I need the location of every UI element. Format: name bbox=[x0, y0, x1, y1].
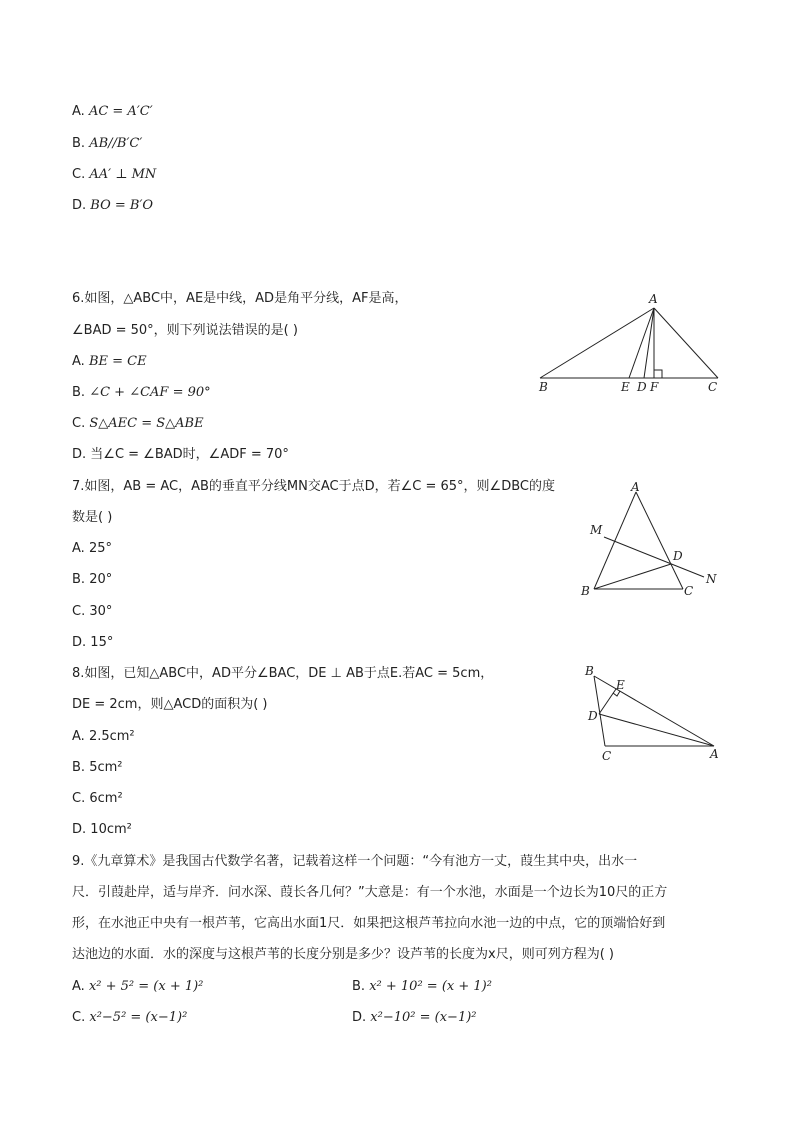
label-M: M bbox=[590, 523, 603, 537]
q6-triangle-figure bbox=[530, 288, 730, 396]
option-text: 当∠C = ∠BAD时，∠ADF = 70° bbox=[90, 447, 289, 462]
q7-option-b bbox=[72, 572, 112, 588]
option-text: 5cm² bbox=[89, 760, 123, 775]
option-letter: A. bbox=[72, 541, 85, 556]
q9-stem-line1: 9.《九章算术》是我国古代数学名著，记载着这样一个问题：“今有池方一丈，葭生其中央，出水一 bbox=[72, 854, 638, 869]
option-letter: B. bbox=[72, 760, 86, 775]
q8-stem-line2: DE = 2cm，则△ACD的面积为( ) bbox=[72, 697, 268, 712]
q6-option-b bbox=[72, 385, 211, 401]
option-letter: B. bbox=[352, 979, 366, 994]
option-letter: D. bbox=[72, 447, 87, 462]
option-letter: A. bbox=[72, 354, 85, 369]
label-E: E bbox=[616, 678, 625, 692]
label-B: B bbox=[585, 664, 594, 678]
q8-option-b bbox=[72, 760, 123, 776]
label-A: A bbox=[649, 292, 658, 306]
option-text: x²−5² = (x−1)² bbox=[89, 1010, 188, 1025]
option-text: 2.5cm² bbox=[88, 729, 135, 744]
q9-stem-line4: 达池边的水面．水的深度与这根芦苇的长度分别是多少？设芦苇的长度为x尺，则可列方程为( ) bbox=[72, 947, 614, 962]
option-text: 25° bbox=[88, 541, 112, 556]
label-E: E bbox=[621, 380, 630, 394]
option-letter: B. bbox=[72, 136, 86, 151]
q8-stem-line1: 8.如图，已知△ABC中，AD平分∠BAC，DE ⊥ AB于点E.若AC = 5cm， bbox=[72, 666, 494, 681]
label-F: F bbox=[650, 380, 659, 394]
option-letter: C. bbox=[72, 1010, 86, 1025]
option-text: 20° bbox=[89, 572, 113, 587]
option-text: x²−10² = (x−1)² bbox=[370, 1010, 477, 1025]
q9-stem-line2: 尺．引葭赴岸，适与岸齐．问水深、葭长各几何？”大意是：有一个水池，水面是一个边长为10尺的正方 bbox=[72, 885, 668, 900]
option-letter: C. bbox=[72, 604, 86, 619]
option-letter: C. bbox=[72, 167, 86, 182]
label-C: C bbox=[708, 380, 718, 394]
q9-option-d bbox=[352, 1010, 477, 1026]
label-D: D bbox=[637, 380, 647, 394]
option-letter: D. bbox=[72, 635, 87, 650]
q8-triangle-figure bbox=[580, 662, 730, 766]
label-N: N bbox=[706, 572, 717, 586]
option-letter: C. bbox=[72, 791, 86, 806]
q7-triangle-figure bbox=[576, 478, 726, 600]
q5-option-a bbox=[72, 104, 153, 120]
option-text: x² + 10² = (x + 1)² bbox=[369, 979, 492, 994]
option-letter: B. bbox=[72, 385, 86, 400]
option-text: AA′ ⊥ MN bbox=[89, 167, 157, 182]
option-letter: A. bbox=[72, 104, 85, 119]
q5-option-c bbox=[72, 167, 156, 183]
option-letter: D. bbox=[72, 198, 87, 213]
label-D: D bbox=[673, 549, 683, 563]
q9-option-a bbox=[72, 979, 203, 995]
q6-option-d bbox=[72, 447, 289, 463]
option-text: BE = CE bbox=[88, 354, 147, 369]
option-letter: D. bbox=[352, 1010, 367, 1025]
option-letter: A. bbox=[72, 729, 85, 744]
option-text: BO = B′O bbox=[90, 198, 154, 213]
option-text: S△AEC = S△ABE bbox=[89, 416, 204, 431]
option-text: 10cm² bbox=[90, 822, 132, 837]
option-text: x² + 5² = (x + 1)² bbox=[88, 979, 204, 994]
label-D: D bbox=[588, 709, 598, 723]
q8-option-c bbox=[72, 791, 123, 807]
label-C: C bbox=[684, 584, 694, 598]
q8-option-a bbox=[72, 729, 135, 745]
q9-option-c bbox=[72, 1010, 187, 1026]
label-B: B bbox=[539, 380, 548, 394]
q7-stem-line2: 数是( ) bbox=[72, 510, 113, 525]
option-text: AC = A′C′ bbox=[88, 104, 153, 119]
q6-stem-line2: ∠BAD = 50°，则下列说法错误的是( ) bbox=[72, 323, 298, 338]
option-text: AB//B′C′ bbox=[89, 136, 143, 151]
option-letter: B. bbox=[72, 572, 86, 587]
label-B: B bbox=[581, 584, 590, 598]
option-letter: C. bbox=[72, 416, 86, 431]
q5-option-b bbox=[72, 136, 142, 152]
q7-option-c bbox=[72, 604, 112, 620]
label-C: C bbox=[602, 749, 612, 763]
option-letter: D. bbox=[72, 822, 87, 837]
q9-option-b bbox=[352, 979, 492, 995]
label-A: A bbox=[710, 747, 719, 761]
option-text: 6cm² bbox=[89, 791, 123, 806]
q6-stem-line1: 6.如图，△ABC中，AE是中线，AD是角平分线，AF是高， bbox=[72, 291, 408, 306]
q5-option-d bbox=[72, 198, 153, 214]
option-letter: A. bbox=[72, 979, 85, 994]
label-A: A bbox=[631, 480, 640, 494]
q9-stem-line3: 形，在水池正中央有一根芦苇，它高出水面1尺．如果把这根芦苇拉向水池一边的中点，它的顶端恰好到 bbox=[72, 916, 666, 931]
q6-option-a bbox=[72, 354, 147, 370]
option-text: ∠C + ∠CAF = 90° bbox=[89, 385, 211, 400]
q7-stem-line1: 7.如图，AB = AC，AB的垂直平分线MN交AC于点D，若∠C = 65°，则∠DBC的度 bbox=[72, 479, 555, 494]
option-text: 15° bbox=[90, 635, 114, 650]
option-text: 30° bbox=[89, 604, 113, 619]
q6-option-c bbox=[72, 416, 204, 432]
q7-option-d bbox=[72, 635, 113, 651]
q7-option-a bbox=[72, 541, 112, 557]
q8-option-d bbox=[72, 822, 132, 838]
